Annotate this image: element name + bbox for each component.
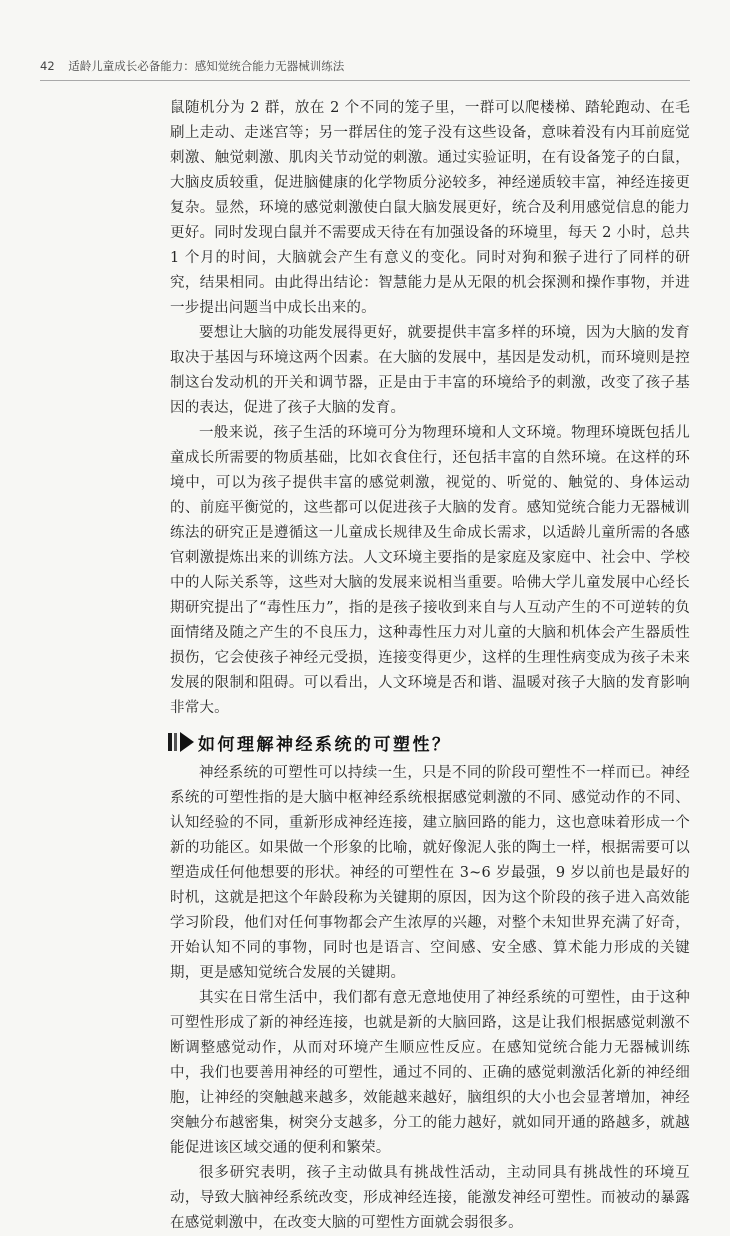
paragraph-6: 很多研究表明，孩子主动做具有挑战性活动，主动同具有挑战性的环境互动，导致大脑神经系统改变，形成神经连接，能激发神经可塑性。而被动的暴露在感觉刺激中，在改变大脑的可塑性方面就会弱很多。 xyxy=(170,1165,690,1231)
paragraph-4: 神经系统的可塑性可以持续一生，只是不同的阶段可塑性不一样而已。神经系统的可塑性指的是大脑中枢神经系统根据感觉刺激的不同、感觉动作的不同、认知经验的不同，重新形成神经连接，建立脑回路的能力，这也意味着形成一个新的功能区。如果做一个形象的比喻，就好像泥人张的陶土一样，根据需要可以塑造成任何他想要的形状。神经的可塑性在 3~6 岁最强，9 岁以前也是最好的时机，这就是把这个年龄段称为关键期的原因，因为这个阶段的孩子进入高效能学习阶段，他们对任何事物都会产生浓厚的兴趣，对整个未知世界充满了好奇，开始认知不同的事物，同时也是语言、空间感、安全感、算术能力形成的关键期，更是感知觉统合发展的关键期。 xyxy=(170,765,690,981)
page-body xyxy=(170,96,690,1236)
paragraph-5: 其实在日常生活中，我们都有意无意地使用了神经系统的可塑性，由于这种可塑性形成了新的神经连接，也就是新的大脑回路，这是让我们根据感觉刺激不断调整感觉动作，从而对环境产生顺应性反应。在感知觉统合能力无器械训练中，我们也要善用神经的可塑性，通过不同的、正确的感觉刺激活化新的神经细胞，让神经的突触越来越多，效能越来越好，脑组织的大小也会显著增加，神经突触分布越密集，树突分支越多，分工的能力越好，就如同开通的路越多，就越能促进该区域交通的便利和繁荣。 xyxy=(170,990,690,1156)
paragraph-1: 鼠随机分为 2 群，放在 2 个不同的笼子里，一群可以爬楼梯、踏轮跑动、在毛刷上走动、走迷宫等；另一群居住的笼子没有这些设备，意味着没有内耳前庭觉刺激、触觉刺激、肌肉关节动觉的刺激。通过实验证明，在有设备笼子的白鼠，大脑皮质较重，促进脑健康的化学物质分泌较多，神经递质较丰富，神经连接更复杂。显然，环境的感觉刺激使白鼠大脑发展更好，统合及利用感觉信息的能力更好。同时发现白鼠并不需要成天待在有加强设备的环境里，每天 2 小时，总共 1 个月的时间，大脑就会产生有意义的变化。同时对狗和猴子进行了同样的研究，结果相同。由此得出结论：智慧能力是从无限的机会探测和操作事物，并进一步提出问题当中成长出来的。 xyxy=(170,100,690,316)
section-heading-text: 如何理解神经系统的可塑性？ xyxy=(198,734,452,755)
page-number: 42 xyxy=(40,59,55,73)
section-marker-icon xyxy=(168,731,194,753)
book-title: 适龄儿童成长必备能力：感知觉统合能力无器械训练法 xyxy=(68,59,345,73)
section-heading xyxy=(168,725,690,759)
running-header xyxy=(40,58,690,78)
paragraph-2: 要想让大脑的功能发展得更好，就要提供丰富多样的环境，因为大脑的发育取决于基因与环境这两个因素。在大脑的发展中，基因是发动机，而环境则是控制这台发动机的开关和调节器，正是由于丰富的环境给予的刺激，改变了孩子基因的表达，促进了孩子大脑的发育。 xyxy=(170,325,690,416)
paragraph-3: 一般来说，孩子生活的环境可分为物理环境和人文环境。物理环境既包括儿童成长所需要的物质基础，比如衣食住行，还包括丰富的自然环境。在这样的环境中，可以为孩子提供丰富的感觉刺激，视觉的、听觉的、触觉的、身体运动的、前庭平衡觉的，这些都可以促进孩子大脑的发育。感知觉统合能力无器械训练法的研究正是遵循这一儿童成长规律及生命成长需求，以适龄儿童所需的各感官刺激提炼出来的训练方法。人文环境主要指的是家庭及家庭中、社会中、学校中的人际关系等，这些对大脑的发展来说相当重要。哈佛大学儿童发展中心经长期研究提出了“毒性压力”，指的是孩子接收到来自与人互动产生的不可逆转的负面情绪及随之产生的不良压力，这种毒性压力对儿童的大脑和机体会产生器质性损伤，它会使孩子神经元受损，连接变得更少，这样的生理性病变成为孩子未来发展的限制和阻碍。可以看出，人文环境是否和谐、温暖对孩子大脑的发育影响非常大。 xyxy=(170,425,690,716)
header-divider xyxy=(40,80,690,81)
